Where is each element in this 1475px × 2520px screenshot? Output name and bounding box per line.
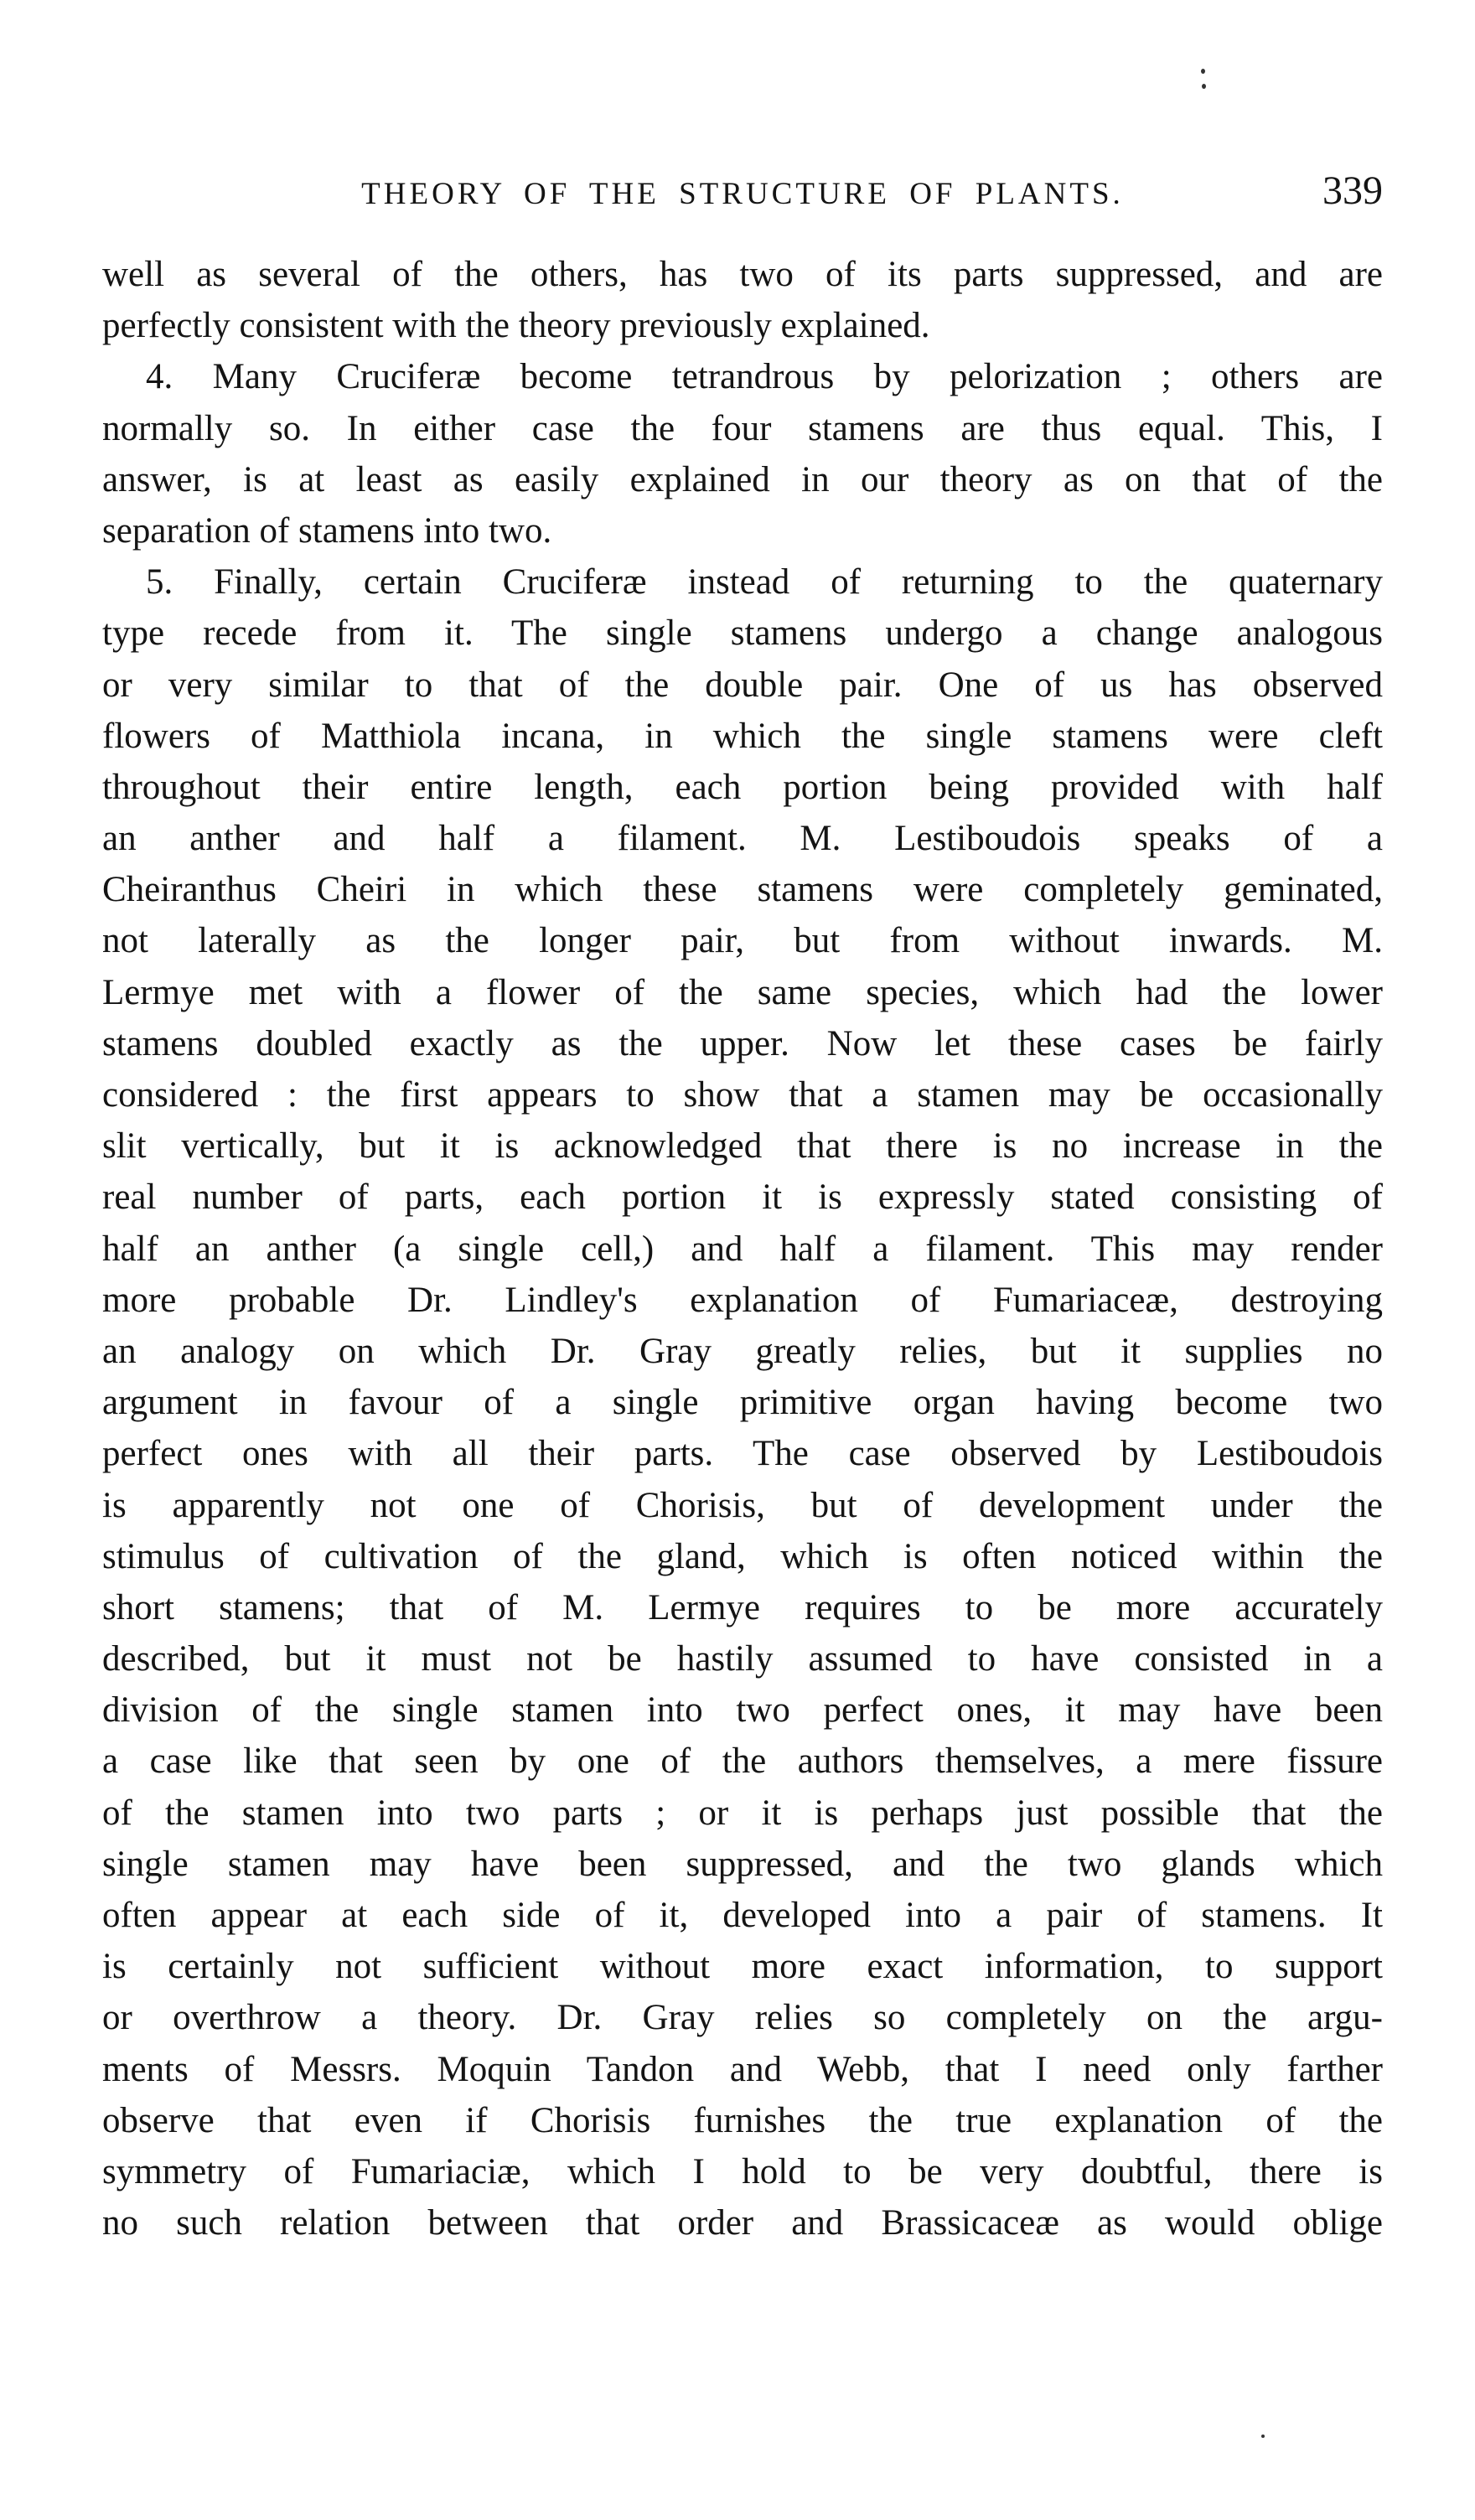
text-line: answer, is at least as easily explained in our theory as on that of the bbox=[102, 459, 1383, 499]
text-line: separation of stamens into two. bbox=[102, 510, 552, 551]
text-line: more probable Dr. Lindley's explanation of Fumariaceæ, destroying bbox=[102, 1280, 1383, 1320]
text-line: Cheiranthus Cheiri in which these stamens were completely geminated, bbox=[102, 870, 1383, 910]
text-line: an anther and half a filament. M. Lestiboudois speaks of a bbox=[102, 819, 1383, 859]
text-line: often appear at each side of it, developed into a pair of stamens. It bbox=[102, 1896, 1383, 1935]
text-line: perfectly consistent with the theory previously explained. bbox=[102, 306, 930, 346]
text-line: or very similar to that of the double pair. One of us has observed bbox=[102, 665, 1383, 705]
text-line: of the stamen into two parts ; or it is perhaps just possible that the bbox=[102, 1793, 1383, 1833]
text-line: division of the single stamen into two perfect ones, it may have been bbox=[102, 1690, 1383, 1731]
page-number: 339 bbox=[1322, 168, 1383, 213]
text-line: an analogy on which Dr. Gray greatly relies, but it supplies no bbox=[102, 1331, 1383, 1371]
text-line: perfect ones with all their parts. The case observed by Lestiboudois bbox=[102, 1434, 1383, 1474]
text-line: real number of parts, each portion it is expressly stated consisting of bbox=[102, 1177, 1383, 1218]
body-text bbox=[102, 249, 1383, 2248]
text-line: single stamen may have been suppressed, and the two glands which bbox=[102, 1844, 1383, 1884]
text-line: stamens doubled exactly as the upper. Now let these cases be fairly bbox=[102, 1023, 1383, 1063]
text-line: type recede from it. The single stamens undergo a change analogous bbox=[102, 613, 1383, 654]
text-line: short stamens; that of M. Lermye requires to be more accurately bbox=[102, 1587, 1383, 1627]
page-header bbox=[102, 168, 1383, 218]
text-line: flowers of Matthiola incana, in which the single stamens were cleft bbox=[102, 716, 1383, 756]
text-line: throughout their entire length, each portion being provided with half bbox=[102, 767, 1383, 807]
running-head: THEORY OF THE STRUCTURE OF PLANTS. bbox=[361, 177, 1124, 211]
text-line: a case like that seen by one of the authors themselves, a mere fissure bbox=[102, 1741, 1383, 1782]
text-line: 5. Finally, certain Cruciferæ instead of returning to the quaternary bbox=[146, 562, 1383, 603]
text-line: slit vertically, but it is acknowledged that there is no increase in the bbox=[102, 1126, 1383, 1167]
text-line: is certainly not sufficient without more exact information, to support bbox=[102, 1947, 1383, 1987]
text-line: ments of Messrs. Moquin Tandon and Webb, that I need only farther bbox=[102, 2049, 1383, 2089]
text-line: argument in favour of a single primitive organ having become two bbox=[102, 1383, 1383, 1423]
text-line: symmetry of Fumariaciæ, which I hold to be very doubtful, there is bbox=[102, 2151, 1383, 2191]
print-speck bbox=[1261, 2435, 1265, 2438]
text-line: considered : the first appears to show that a stamen may be occasionally bbox=[102, 1075, 1383, 1115]
text-line: half an anther (a single cell,) and half a filament. This may render bbox=[102, 1229, 1383, 1269]
print-speck bbox=[1202, 84, 1206, 89]
text-line: no such relation between that order and Brassicaceæ as would oblige bbox=[102, 2203, 1383, 2243]
text-line: not laterally as the longer pair, but from without inwards. M. bbox=[102, 921, 1383, 961]
text-line: Lermye met with a flower of the same species, which had the lower bbox=[102, 972, 1383, 1012]
text-line: is apparently not one of Chorisis, but of development under the bbox=[102, 1485, 1383, 1525]
text-line: stimulus of cultivation of the gland, which is often noticed within the bbox=[102, 1536, 1383, 1576]
print-speck bbox=[1201, 69, 1205, 74]
text-line: observe that even if Chorisis furnishes the true explanation of the bbox=[102, 2100, 1383, 2140]
text-line: well as several of the others, has two of its parts suppressed, and are bbox=[102, 255, 1383, 294]
text-line: normally so. In either case the four stamens are thus equal. This, I bbox=[102, 408, 1383, 448]
text-line: 4. Many Cruciferæ become tetrandrous by pelorization ; others are bbox=[146, 357, 1383, 397]
text-line: described, but it must not be hastily assumed to have consisted in a bbox=[102, 1639, 1383, 1679]
text-line: or overthrow a theory. Dr. Gray relies so completely on the argu- bbox=[102, 1998, 1383, 2038]
